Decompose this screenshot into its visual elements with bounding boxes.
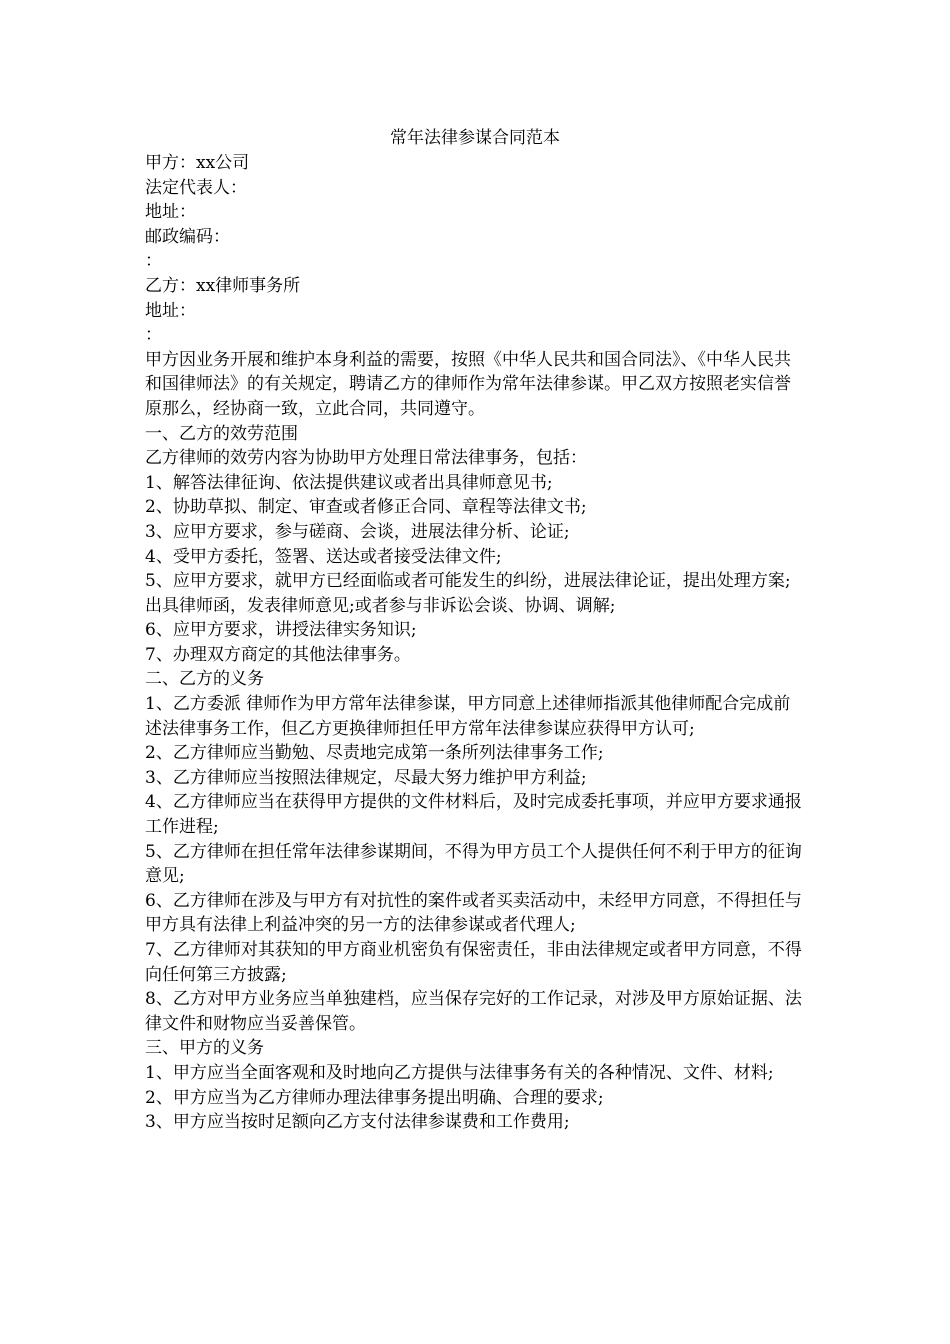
clause-item: 7、办理双方商定的其他法律事务。: [145, 644, 411, 665]
postal-code: 邮政编码：: [145, 226, 230, 247]
clause-item: 6、应甲方要求，讲授法律实务知识;: [145, 620, 417, 641]
clause-item: 2、协助草拟、制定、审查或者修正合同、章程等法律文书;: [145, 497, 587, 518]
section-heading: 二、乙方的义务: [145, 669, 264, 690]
party-a-address: 地址：: [145, 202, 196, 223]
clause-item: 8、乙方对甲方业务应当单独建档，应当保存完好的工作记录，对涉及甲方原始证据、法律文件和财物应当妥善保管。: [145, 989, 802, 1034]
clause-item: 3、乙方律师应当按照法律规定，尽最大努力维护甲方利益;: [145, 767, 587, 788]
document-body: [145, 126, 805, 1135]
section-heading: 一、乙方的效劳范围: [145, 423, 298, 444]
party-b-blank: ：: [145, 325, 162, 346]
clause-item: 1、乙方委派 律师作为甲方常年法律参谋，甲方同意上述律师指派其他律师配合完成前述法律事务工作，但乙方更换律师担任甲方常年法律参谋应获得甲方认可;: [145, 694, 791, 739]
preamble-paragraph: 甲方因业务开展和维护本身利益的需要，按照《中华人民共和国合同法》、《中华人民共和国律师法》的有关规定，聘请乙方的律师作为常年法律参谋。甲乙双方按照老实信誉原那么，经协商一致，立此合同，共同遵守。: [145, 349, 791, 419]
section-intro: 乙方律师的效劳内容为协助甲方处理日常法律事务，包括：: [145, 448, 587, 469]
clause-item: 4、受甲方委托，签署、送达或者接受法律文件;: [145, 546, 502, 567]
legal-representative: 法定代表人：: [145, 177, 247, 198]
clause-item: 2、乙方律师应当勤勉、尽责地完成第一条所列法律事务工作;: [145, 743, 604, 764]
party-a-blank: ：: [145, 251, 162, 272]
party-a-name: 甲方：xx公司: [145, 153, 250, 173]
section-heading: 三、甲方的义务: [145, 1038, 264, 1059]
clause-item: 4、乙方律师应当在获得甲方提供的文件材料后，及时完成委托事项，并应甲方要求通报工作进程;: [145, 792, 802, 838]
document-title: 常年法律参谋合同范本: [390, 128, 560, 148]
clause-item: 2、甲方应当为乙方律师办理法律事务提出明确、合理的要求;: [145, 1087, 604, 1108]
clause-item: 1、解答法律征询、依法提供建议或者出具律师意见书;: [145, 472, 553, 493]
clause-item: 1、甲方应当全面客观和及时地向乙方提供与法律事务有关的各种情况、文件、材料;: [145, 1062, 774, 1083]
clause-item: 3、甲方应当按时足额向乙方支付法律参谋费和工作费用;: [145, 1112, 570, 1133]
party-b-name: 乙方：xx律师事务所: [145, 275, 301, 296]
clause-item: 6、乙方律师在涉及与甲方有对抗性的案件或者买卖活动中，未经甲方同意，不得担任与甲方具有法律上利益冲突的另一方的法律参谋或者代理人;: [145, 890, 802, 936]
clause-item: 5、乙方律师在担任常年法律参谋期间，不得为甲方员工个人提供任何不利于甲方的征询意见;: [145, 841, 802, 887]
party-b-address: 地址：: [145, 300, 196, 321]
clause-item: 7、乙方律师对其获知的甲方商业机密负有保密责任，非由法律规定或者甲方同意，不得向任何第三方披露;: [145, 940, 802, 985]
clause-item: 5、应甲方要求，就甲方已经面临或者可能发生的纠纷，进展法律论证，提出处理方案;出具律师函，发表律师意见;或者参与非诉讼会谈、协调、调解;: [145, 571, 791, 616]
clause-item: 3、应甲方要求，参与磋商、会谈，进展法律分析、论证;: [145, 521, 570, 542]
